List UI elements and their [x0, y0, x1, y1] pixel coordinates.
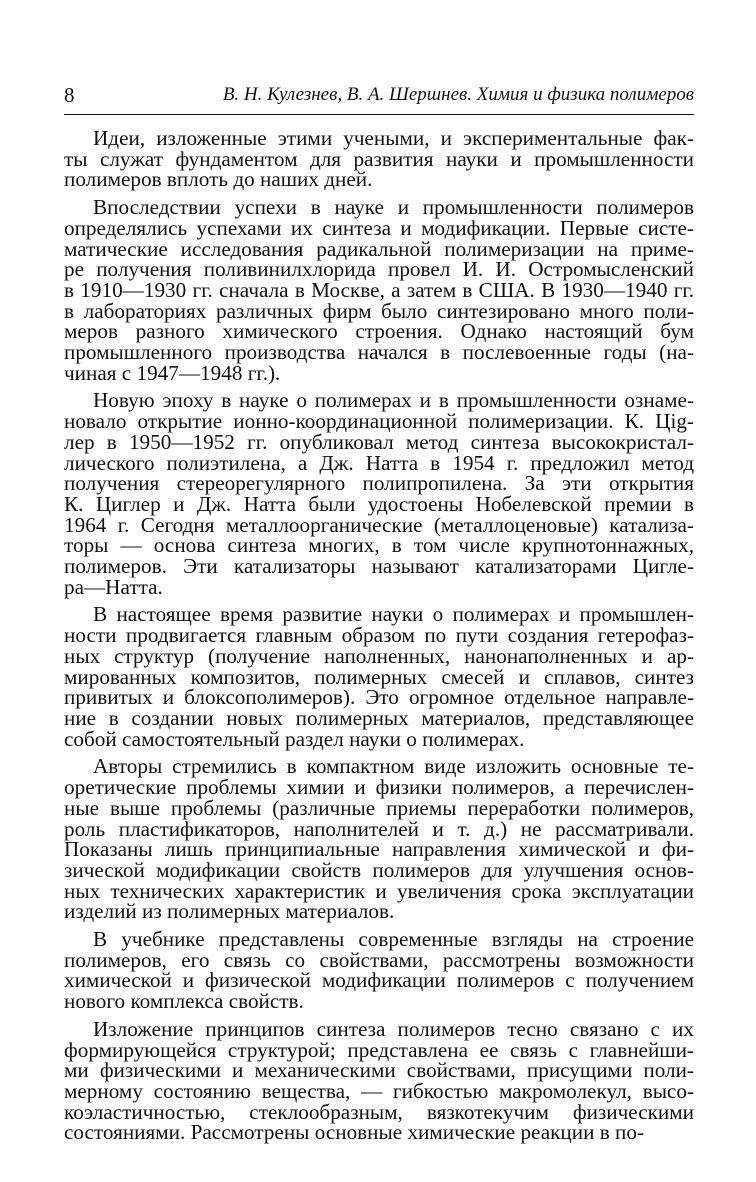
- text-line: изделий из полимерных материалов.: [64, 899, 395, 924]
- text-line: в 1910—1930 гг. сначала в Москве, а затем в США. В 1930—1940 гг.: [64, 277, 694, 302]
- paragraph: [64, 390, 694, 597]
- text-line: Новую эпоху в науке о полимерах и в промышленности ознаме-: [93, 388, 694, 413]
- text-line: ра—Натта.: [64, 574, 163, 599]
- text-line: ных структур (получение наполненных, нанонаполненных и ар-: [64, 643, 694, 668]
- text-line: новало открытие ионно-координационной полимеризации. К. Цig-: [64, 409, 694, 434]
- text-line: лер в 1950—1952 гг. опубликовал метод синтеза высококристал-: [64, 429, 694, 454]
- text-line: промышленного производства начался в послевоенные годы (на-: [64, 340, 694, 365]
- text-line: Авторы стремились в компактном виде изложить основные те-: [93, 754, 694, 779]
- text-line: собой самостоятельный раздел науки о полимерах.: [64, 726, 525, 751]
- header-rule: [64, 114, 694, 115]
- page-number: 8: [64, 83, 75, 107]
- text-line: В учебнике представлены современные взгляды на строение: [93, 927, 694, 952]
- text-line: меров разного химического строения. Однако настоящий бум: [64, 319, 694, 344]
- text-line: лического полиэтилена, а Дж. Натта в 1954 г. предложил метод: [64, 450, 694, 475]
- text-line: 1964 г. Сегодня металлоорганические (металлоценовые) катализа-: [64, 512, 694, 537]
- paragraph: [64, 929, 694, 1012]
- text-line: Идеи, изложенные этими учеными, и экспериментальные фак-: [93, 126, 694, 150]
- paragraph: [64, 756, 694, 922]
- paragraph: [64, 128, 694, 190]
- text-line: в лабораториях различных фирм было синтезировано много поли-: [64, 298, 694, 323]
- text-line: нового комплекса свойств.: [64, 989, 304, 1014]
- text-line: матические исследования радикальной полимеризации на приме-: [64, 236, 694, 261]
- text-line: мерному состоянию вещества, — гибкостью макромолекул, высо-: [64, 1078, 694, 1103]
- text-line: ты служат фундаментом для развития науки и промышленности: [64, 146, 694, 171]
- text-line: чиная с 1947—1948 гг.).: [64, 360, 281, 385]
- text-line: Показаны лишь принципиальные направления химической и фи-: [64, 837, 694, 862]
- text-line: коэластичностью, стеклообразным, вязкотекучим физическими: [64, 1099, 694, 1124]
- text-line: торы — основа синтеза многих, в том числе крупнотоннажных,: [64, 533, 694, 558]
- text-line: роль пластификаторов, наполнителей и т. д.) не рассматривали.: [64, 816, 694, 841]
- running-title: В. Н. Кулезнев, В. А. Шершнев. Химия и физика полимеров: [222, 84, 694, 105]
- text-line: ные выше проблемы (различные приемы переработки полимеров,: [64, 795, 694, 820]
- text-line: ние в создании новых полимерных материалов, представляющее: [64, 705, 694, 730]
- text-line: ных технических характеристик и увеличения срока эксплуатации: [64, 878, 694, 903]
- text-line: формирующейся структурой; представлена ее связь с главнейши-: [64, 1037, 694, 1062]
- paragraph: [64, 1016, 694, 1145]
- text-line: полимеров вплоть до наших дней.: [64, 167, 373, 192]
- text-line: определялись успехами их синтеза и модификации. Первые систе-: [64, 215, 694, 240]
- body-text: [64, 128, 694, 1143]
- text-line: получения стереорегулярного полипропилена. За эти открытия: [64, 471, 694, 496]
- running-head: [64, 80, 694, 110]
- text-line: В настоящее время развитие науки о полимерах и промышлен-: [93, 602, 694, 627]
- text-line: оретические проблемы химии и физики полимеров, а перечислен-: [64, 775, 694, 800]
- text-line: мированных композитов, полимерных смесей и сплавов, синтез: [64, 664, 694, 689]
- text-line: Впоследствии успехи в науке и промышленности полимеров: [93, 195, 694, 220]
- text-line: ности продвигается главным образом по пути создания гетерофаз-: [64, 623, 694, 648]
- text-line: ми физическими и механическими свойствами, присущими поли-: [64, 1058, 694, 1083]
- paragraph: [64, 197, 694, 383]
- text-line: ре получения поливинилхлорида провел И. И. Остромысленский: [64, 257, 694, 282]
- text-line: зической модификации свойств полимеров для улучшения основ-: [64, 857, 694, 882]
- text-line: химической и физической модификации полимеров с получением: [64, 968, 694, 993]
- text-line: привитых и блоксополимеров). Это огромное отдельное направле-: [64, 685, 694, 710]
- text-line: полимеров, его связь со свойствами, рассмотрены возможности: [64, 947, 694, 972]
- text-line: К. Циглер и Дж. Натта были удостоены Нобелевской премии в: [64, 491, 694, 516]
- text-line: полимеров. Эти катализаторы называют катализаторами Цигле-: [64, 554, 694, 579]
- text-line: состояниями. Рассмотрены основные химические реакции в по-: [64, 1120, 645, 1145]
- paragraph: [64, 604, 694, 749]
- text-line: Изложение принципов синтеза полимеров тесно связано с их: [93, 1016, 694, 1041]
